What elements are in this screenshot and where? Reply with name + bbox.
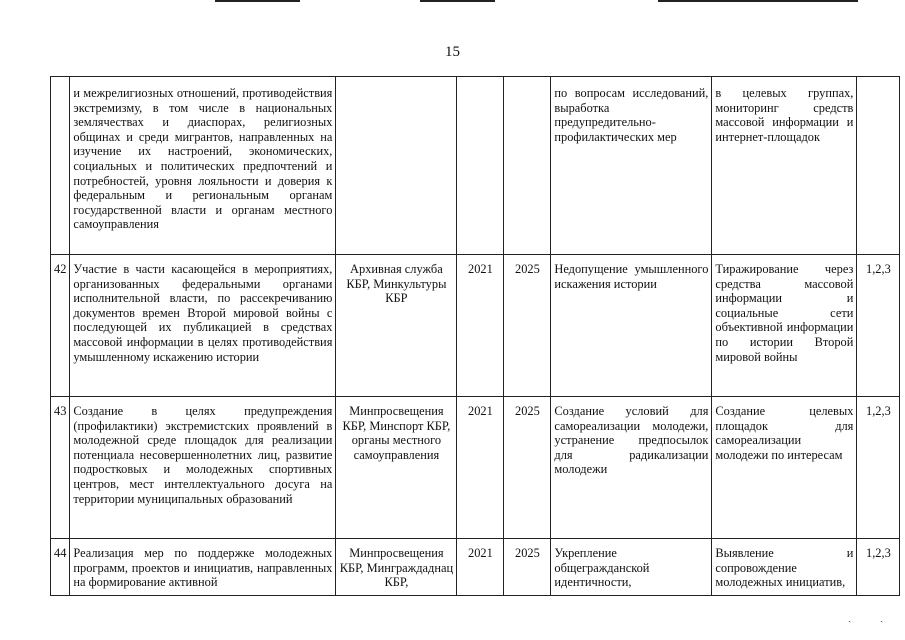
executor-text — [336, 77, 457, 255]
executor-text: Архивная служба КБР, Минкультуры КБР — [336, 255, 457, 397]
table-row — [51, 539, 900, 596]
row-number: 44 — [51, 539, 70, 596]
measure-text: Создание в целях предупреждения (профилактики) экстремистских проявлений в молодежной среде площадок для реализации потенциала несовершеннолетних лиц, развитие подростковых и молодежных спортивных центров, мест интеллектуального досуга на территории муниципальных образований — [70, 397, 336, 539]
result-text: по вопросам исследований, выработка предупредительно-профилактических мер — [551, 77, 712, 255]
table-row — [51, 255, 900, 397]
end-year — [504, 77, 551, 255]
reference-numbers: 1,2,3 — [857, 539, 900, 596]
executor-text: Минпросвещения КБР, Минспорт КБР, органы местного самоуправления — [336, 397, 457, 539]
end-year: 2025 — [504, 539, 551, 596]
indicator-text: в целевых группах, мониторинг средств массовой информации и интернет-площадок — [712, 77, 857, 255]
indicator-text: Создание целевых площадок для самореализации молодежи по интересам — [712, 397, 857, 539]
end-year: 2025 — [504, 397, 551, 539]
result-text: Недопущение умышленного искажения истории — [551, 255, 712, 397]
row-number — [51, 77, 70, 255]
scan-mark: ˏ — [848, 612, 852, 623]
reference-numbers — [857, 77, 900, 255]
scan-artifact-line — [658, 0, 858, 2]
end-year: 2025 — [504, 255, 551, 397]
start-year: 2021 — [457, 539, 504, 596]
start-year: 2021 — [457, 397, 504, 539]
indicator-text: Тиражирование через средства массовой информации и социальные сети объективной информации по истории Второй мировой войны — [712, 255, 857, 397]
result-text: Укрепление общегражданской идентичности, — [551, 539, 712, 596]
table-row — [51, 397, 900, 539]
scan-mark: ˏ — [880, 612, 884, 623]
scan-artifact-line — [420, 0, 495, 2]
start-year: 2021 — [457, 255, 504, 397]
table-row — [51, 77, 900, 255]
row-number: 42 — [51, 255, 70, 397]
measure-text: и межрелигиозных отношений, противодействия экстремизму, в том числе в национальных землячествах и диаспорах, религиозных общинах и среди мигрантов, направленных на изучение их настроений, экономических, социальных и политических предпочтений и потребностей, уровня лояльности и доверия к федеральным и региональным органам государственной власти и органам местного самоуправления — [70, 77, 336, 255]
reference-numbers: 1,2,3 — [857, 255, 900, 397]
measure-text: Реализация мер по поддержке молодежных программ, проектов и инициатив, направленных на формирование активной — [70, 539, 336, 596]
row-number: 43 — [51, 397, 70, 539]
indicator-text: Выявление и сопровождение молодежных инициатив, — [712, 539, 857, 596]
reference-numbers: 1,2,3 — [857, 397, 900, 539]
measures-table — [50, 76, 900, 596]
executor-text: Минпросвещения КБР, Минграждаднац КБР, — [336, 539, 457, 596]
page-number: 15 — [445, 44, 460, 60]
scan-artifact-line — [215, 0, 300, 2]
result-text: Создание условий для самореализации молодежи, устранение предпосылок для радикализации молодежи — [551, 397, 712, 539]
measure-text: Участие в части касающейся в мероприятиях, организованных федеральными органами исполнительной власти, по рассекречиванию документов времен Второй мировой войны с последующей их публикацией в средствах массовой информации в целях противодействия умышленному искажению истории — [70, 255, 336, 397]
start-year — [457, 77, 504, 255]
